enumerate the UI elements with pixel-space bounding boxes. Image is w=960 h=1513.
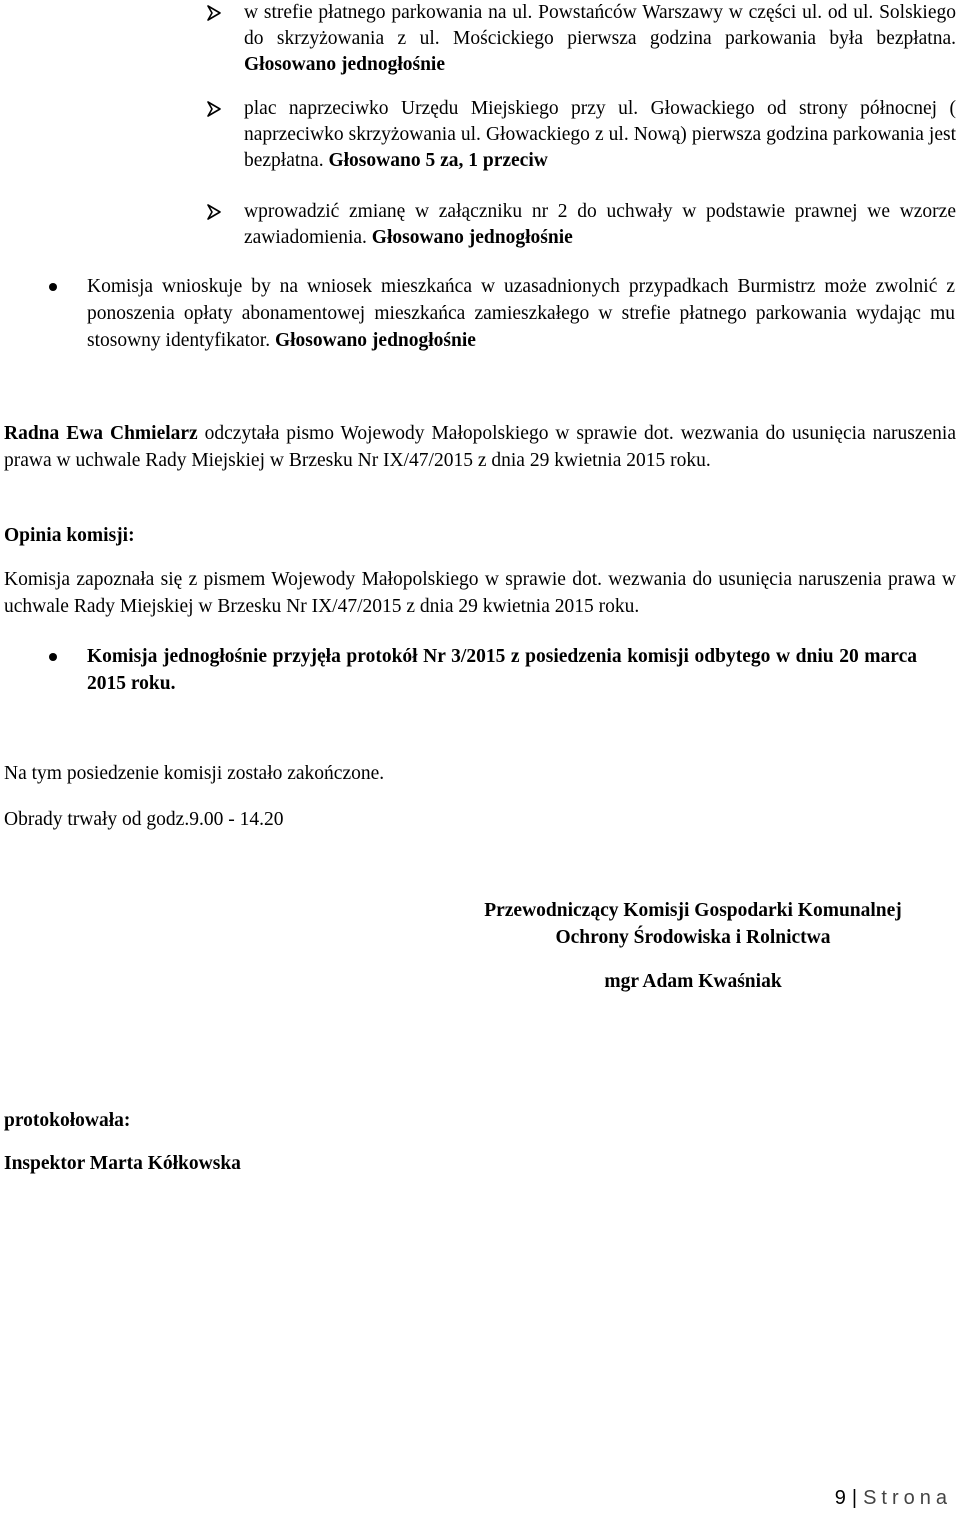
signature-line-2: Ochrony Środowiska i Rolnictwa bbox=[555, 927, 831, 948]
sub-item-3-vote: Głosowano jednogłośnie bbox=[371, 227, 573, 248]
footer-label: Strona bbox=[863, 1487, 952, 1509]
opinion-heading: Opinia komisji: bbox=[4, 525, 135, 546]
sub-item-1-vote: Głosowano jednogłośnie bbox=[244, 54, 445, 75]
sub-item-2-text: plac naprzeciwko Urzędu Miejskiego przy ul. Głowackiego od strony północnej ( naprzeciwko skrzyżowania ul. Głowackiego z ul. Nową) pierwsza godzina parkowania jest bezpłatna. bbox=[244, 98, 956, 171]
recorder-name: Inspektor Marta Kółkowska bbox=[4, 1153, 241, 1174]
protocol-accepted: Komisja jednogłośnie przyjęła protokół Nr 3/2015 z posiedzenia komisji odbytego w dniu 20 marca 2015 roku. bbox=[87, 646, 917, 694]
closing-line-1: Na tym posiedzenie komisji zostało zakończone. bbox=[4, 763, 385, 784]
commission-request-vote: Głosowano jednogłośnie bbox=[274, 330, 476, 351]
bullet-dot-icon bbox=[49, 653, 57, 661]
arrow-bullet-icon bbox=[207, 199, 223, 226]
commission-request-text: Komisja wnioskuje by na wniosek mieszkańca w uzasadnionych przypadkach Burmistrz może zwolnić z ponoszenia opłaty abonamentowej mieszkańca zamieszkałego w strefie płatnego parkowania wydając mu stosowny identyfikator. bbox=[87, 276, 955, 351]
sub-item-1-text: w strefie płatnego parkowania na ul. Powstańców Warszawy w części ul. od ul. Solskiego do skrzyżowania z ul. Mościckiego pierwsza godzina parkowania była bezpłatna. bbox=[244, 2, 956, 49]
arrow-bullet-icon bbox=[207, 0, 223, 27]
signature-line-1: Przewodniczący Komisji Gospodarki Komunalnej bbox=[484, 900, 902, 921]
sub-item-3 bbox=[244, 199, 956, 251]
page-footer bbox=[835, 1484, 952, 1512]
page-number: 9 bbox=[834, 1487, 846, 1509]
sub-item-3-text: wprowadzić zmianę w załączniku nr 2 do uchwały w podstawie prawnej we wzorze zawiadomienia. bbox=[244, 201, 956, 248]
commission-request bbox=[87, 273, 955, 354]
signature-name: mgr Adam Kwaśniak bbox=[604, 971, 782, 992]
sub-item-2 bbox=[244, 96, 956, 174]
signature-block bbox=[440, 897, 946, 995]
radna-name: Radna Ewa Chmielarz bbox=[4, 423, 198, 444]
arrow-bullet-icon bbox=[207, 96, 223, 123]
radna-paragraph bbox=[4, 420, 956, 474]
bullet-dot-icon bbox=[49, 283, 57, 291]
sub-item-1 bbox=[244, 0, 956, 78]
recorder-label: protokołowała: bbox=[4, 1110, 131, 1131]
opinion-text: Komisja zapoznała się z pismem Wojewody Małopolskiego w sprawie dot. wezwania do usunięcia naruszenia prawa w uchwale Rady Miejskiej w Brzesku Nr IX/47/2015 z dnia 29 kwietnia 2015 roku. bbox=[4, 569, 956, 617]
sub-item-2-vote: Głosowano 5 za, 1 przeciw bbox=[328, 150, 548, 171]
radna-text: odczytała pismo Wojewody Małopolskiego w sprawie dot. wezwania do usunięcia naruszenia prawa w uchwale Rady Miejskiej w Brzesku Nr IX/47/2015 z dnia 29 kwietnia 2015 roku. bbox=[4, 423, 956, 471]
footer-separator: | bbox=[851, 1487, 858, 1509]
closing-line-2: Obrady trwały od godz.9.00 - 14.20 bbox=[4, 809, 284, 830]
